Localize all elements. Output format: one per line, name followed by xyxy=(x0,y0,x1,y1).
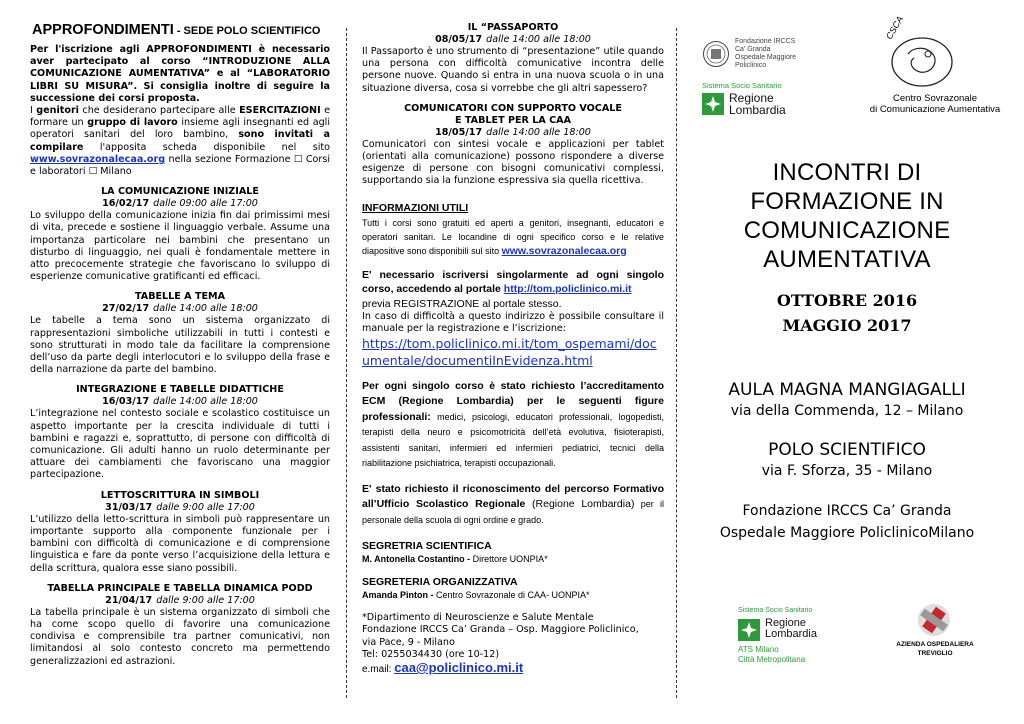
course-description: L’integrazione nel contesto sociale e scolastico costituisce un aspetto importante per la crescita individuale di tutti i bambini e ragazzi e, soprattutto, di persone con difficoltà di comunicazione. Gli adulti hanno un ruolo determinante per attuare dei cambiamenti che favoriscano una maggior partecipazione. xyxy=(30,408,330,481)
sistema-socio-sanitario-text: Sistema Socio Sanitario xyxy=(702,81,782,90)
csca-logo xyxy=(878,14,958,90)
fondazione-logo-text: Ospedale Maggiore xyxy=(735,54,797,61)
venue-2 xyxy=(680,440,1014,479)
main-title-line: FORMAZIONE IN xyxy=(750,188,944,215)
treviglio-text: TREVIGLIO xyxy=(917,650,953,657)
course-date: 21/04/17 dalle 9:00 alle 17:00 xyxy=(105,594,255,606)
organizer-line: Fondazione IRCCS Ca’ Granda xyxy=(742,503,952,519)
usr-paragraph: E' stato richiesto il riconoscimento del percorso Formativo all’Ufficio Scolastico Regionale (Regione Lombardia) per il personale della scuola di ogni ordine e grado. xyxy=(362,482,665,525)
telephone: Tel: 0255034430 (ore 10-12) xyxy=(362,648,500,660)
ecm-paragraph: Per ogni singolo corso è stato richiesto l’accreditamento ECM (Regione Lombardia) per le seguenti figure professionali: medici, psicologi, educatori professionali, logopedisti, terapisti della neuro e psicomotricità dell’età evolutiva, fisioterapisti, assistenti sanitari, infermieri ed infermieri pediatrici, tecnici della riabilitazione psichiatrica, terapisti occupazionali. xyxy=(362,379,664,469)
venue-title: POLO SCIENTIFICO xyxy=(768,440,926,460)
sovrazonale-link-2[interactable]: www.sovrazonalecaa.org xyxy=(501,244,627,257)
event-dates xyxy=(680,288,1014,338)
column-approfondimenti xyxy=(30,22,330,724)
course-description: Il Passaporto è uno strumento di “presentazione” utile quando una persona con difficoltà comunicative incontra delle persone nuove. Quando si entra in una nuova scuola o in una situazione diversa, cosa si vorrebbe che gli altri sapessero? xyxy=(362,46,664,94)
course-date: 08/05/17 dalle 14:00 alle 18:00 xyxy=(435,34,591,45)
course-date: 31/03/17 dalle 9:00 alle 17:00 xyxy=(105,501,255,513)
email-line: e.mail: caa@policlinico.mi.it xyxy=(362,659,524,675)
sci-secretary-title: SEGRETRIA SCIENTIFICA xyxy=(362,540,492,553)
email-link[interactable]: caa@policlinico.mi.it xyxy=(394,659,524,675)
intro-paragraph-2: I genitori che desiderano partecipare alle ESERCITAZIONI e formare un gruppo di lavoro insieme agli insegnanti ed agli operatori sanitari del loro bambino, sono invitati a compilare l'apposita scheda disponibile nel sito www.sovrazonalecaa.org nella sezione Formazione ☐ Corsi e laboratori ☐ Milano xyxy=(30,105,331,178)
course-description: Comunicatori con sintesi vocale e applicazioni per tablet (orientati alla comunicazione) possono rispondere a diverse esigenze di persone con bisogni comunicativi complessi, supportando sia la funzione espressiva sia quella ricettiva. xyxy=(362,138,664,187)
treviglio-logo xyxy=(890,602,980,662)
address-line: via Pace, 9 - Milano xyxy=(362,636,455,648)
info-title: INFORMAZIONI UTILI xyxy=(362,201,469,214)
course-block xyxy=(30,583,330,668)
ats-text: ATS Milano xyxy=(738,645,779,654)
ats-text: Città Metropolitana xyxy=(738,655,806,664)
course-description: La tabella principale è un sistema organizzato di simboli che ha come scopo quello di favorire una comunicazione condivisa e comprensibile tra partner comunicativi, non limitandosi al solo contesto concreto ma permettendo generalizzazioni ed astrazioni. xyxy=(30,606,330,667)
csca-caption-line: di Comunicazione Aumentativa xyxy=(869,104,1001,115)
course-block xyxy=(30,384,330,481)
fondazione-logo-text: Ca' Granda xyxy=(735,46,771,53)
address-line: Fondazione IRCCS Ca’ Granda – Osp. Maggiore Policlinico, xyxy=(362,624,639,636)
course-title: TABELLE A TEMA xyxy=(134,291,226,303)
main-title-line: AUMENTATIVA xyxy=(763,246,931,273)
course-block xyxy=(30,291,330,376)
fondazione-logo-text: Fondazione IRCCS xyxy=(735,38,796,45)
main-title-line: COMUNICAZIONE xyxy=(743,217,951,244)
course-description: Le tabelle a tema sono un sistema organizzato di rappresentazioni simboliche utilizzabili in tutti i contesti e sono strutturati in modo tale da facilitare la comprensione dell’uso da parte degli interlocutori e lo sviluppo della frase e della narrazione da parte del bambino. xyxy=(30,315,330,376)
csca-logo-text: CSCA xyxy=(884,14,906,41)
course-description: L’utilizzo della letto-scrittura in simboli può rappresentare un importante supporto alla componente funzionale per i bambini con difficoltà di comunicazione e di comprensione linguistica e fare da ponte verso l’acquisizione della lettura e della scrittura, qualora esse siano possibili. xyxy=(30,513,330,574)
csca-caption-line: Centro Sovrazonale xyxy=(893,93,977,104)
main-title xyxy=(680,158,1014,274)
course-title: COMUNICATORI CON SUPPORTO VOCALE xyxy=(404,102,622,114)
course-block xyxy=(362,103,664,188)
date-end: MAGGIO 2017 xyxy=(782,316,912,335)
column-divider-right xyxy=(676,28,677,698)
column-divider-left xyxy=(346,28,347,698)
lombardia-text: Lombardia xyxy=(765,628,817,640)
treviglio-cross-icon xyxy=(914,602,954,638)
course-block xyxy=(30,186,330,283)
course-date: 16/02/17 dalle 09:00 alle 17:00 xyxy=(102,198,258,210)
organizer-line: Ospedale Maggiore PoliclinicoMilano xyxy=(719,525,975,541)
column-cover xyxy=(680,0,1024,724)
course-title: IL “PASSAPORTO xyxy=(467,22,559,33)
course-block xyxy=(30,490,330,575)
course-date: 16/03/17 dalle 14:00 alle 18:00 xyxy=(102,396,258,408)
course-title: LA COMUNICAZIONE INIZIALE xyxy=(101,186,259,198)
column-info xyxy=(362,22,664,724)
course-block xyxy=(362,22,664,95)
registration-paragraph: E' necessario iscriversi singolarmente ad ogni singolo corso, accedendo al portale http://tom.policlinico.mi.it xyxy=(362,268,664,296)
csca-caption xyxy=(850,93,1020,115)
venue-address: via della Commenda, 12 – Milano xyxy=(730,403,964,419)
contact-block xyxy=(362,612,664,676)
csca-logo-icon xyxy=(878,32,958,90)
sci-secretary: M. Antonella Costantino - Direttore UONPIA* xyxy=(362,554,548,565)
registration-help: In caso di difficoltà a questo indirizzo è possibile consultare il manuale per la registrazione e l’iscrizione: xyxy=(362,310,664,334)
tom-portal-link[interactable]: http://tom.policlinico.mi.it xyxy=(503,283,632,296)
fondazione-logo xyxy=(702,38,812,70)
manual-link-paragraph xyxy=(362,335,664,369)
course-description: Lo sviluppo della comunicazione inizia fin dai primissimi mesi di vita, precede e sostiene il linguaggio verbale. Assume una importanza particolare nei bambini che presentano un disturbo di linguaggio, nei quali è fondamentale mettere in atto precocemente strategie che favoriscano lo sviluppo di esperienze comunicative gratificanti ed efficaci. xyxy=(30,210,330,283)
header-main: APPROFONDIMENTI xyxy=(32,22,174,38)
fondazione-seal-icon xyxy=(702,40,730,68)
registration-after: previa REGISTRAZIONE al portale stesso. xyxy=(362,297,562,310)
ats-sss-text: Sistema Socio Sanitario xyxy=(738,607,813,614)
venue-1 xyxy=(680,380,1014,419)
org-secretary: Amanda Pinton - Centro Sovrazonale di CAA- UONPIA* xyxy=(362,590,590,601)
org-secretary-title: SEGRETERIA ORGANIZZATIVA xyxy=(362,576,518,589)
course-date: 27/02/17 dalle 14:00 alle 18:00 xyxy=(102,303,258,315)
lombardia-cross-icon xyxy=(738,619,760,641)
treviglio-text: AZIENDA OSPEDALIERA xyxy=(896,641,974,648)
lombardia-cross-icon xyxy=(702,93,724,115)
date-start: OTTOBRE 2016 xyxy=(776,291,918,310)
regione-text: Regione xyxy=(765,617,806,629)
course-title: TABELLA PRINCIPALE E TABELLA DINAMICA PODD xyxy=(47,582,313,594)
info-text: Tutti i corsi sono gratuiti ed aperti a genitori, insegnanti, educatori e operatori sanitari. Le locandine di ogni specifico corso e le relative diapositive sono disponibili sul sito www.sovrazonalecaa.org xyxy=(362,217,664,257)
venue-title: AULA MAGNA MANGIAGALLI xyxy=(728,380,966,400)
header-sub: - SEDE POLO SCIENTIFICO xyxy=(173,25,321,37)
intro-paragraph: Per l'iscrizione agli APPROFONDIMENTI è necessario aver partecipato al corso “INTRODUZIONE ALLA COMUNICAZIONE AUMENTATIVA” e al “LABORATORIO LIBRI SU MISURA”. Si consiglia inoltre di seguire la successione dei corsi proposta. xyxy=(30,44,330,104)
sovrazonale-link[interactable]: www.sovrazonalecaa.org xyxy=(30,153,166,165)
main-title-line: INCONTRI DI xyxy=(772,159,922,186)
department: *Dipartimento di Neuroscienze e Salute Mentale xyxy=(362,612,594,624)
organizer xyxy=(680,500,1014,544)
course-title: INTEGRAZIONE E TABELLE DIDATTICHE xyxy=(76,384,284,396)
section-header xyxy=(32,22,330,38)
ats-milano-logo xyxy=(738,607,848,669)
venue-address: via F. Sforza, 35 - Milano xyxy=(761,463,933,479)
regione-text: Regione xyxy=(729,91,774,105)
course-title-line2: E TABLET PER LA CAA xyxy=(454,114,572,126)
course-date: 18/05/17 dalle 14:00 alle 18:00 xyxy=(435,126,591,138)
lombardia-text: Lombardia xyxy=(729,103,786,117)
fondazione-logo-text: Policlinico xyxy=(735,62,767,69)
manual-link[interactable]: https://tom.policlinico.mi.it/tom_ospemami/documentale/documentiInEvidenza.html xyxy=(362,335,657,368)
regione-lombardia-logo xyxy=(702,81,812,119)
course-title: LETTOSCRITTURA IN SIMBOLI xyxy=(100,489,260,501)
